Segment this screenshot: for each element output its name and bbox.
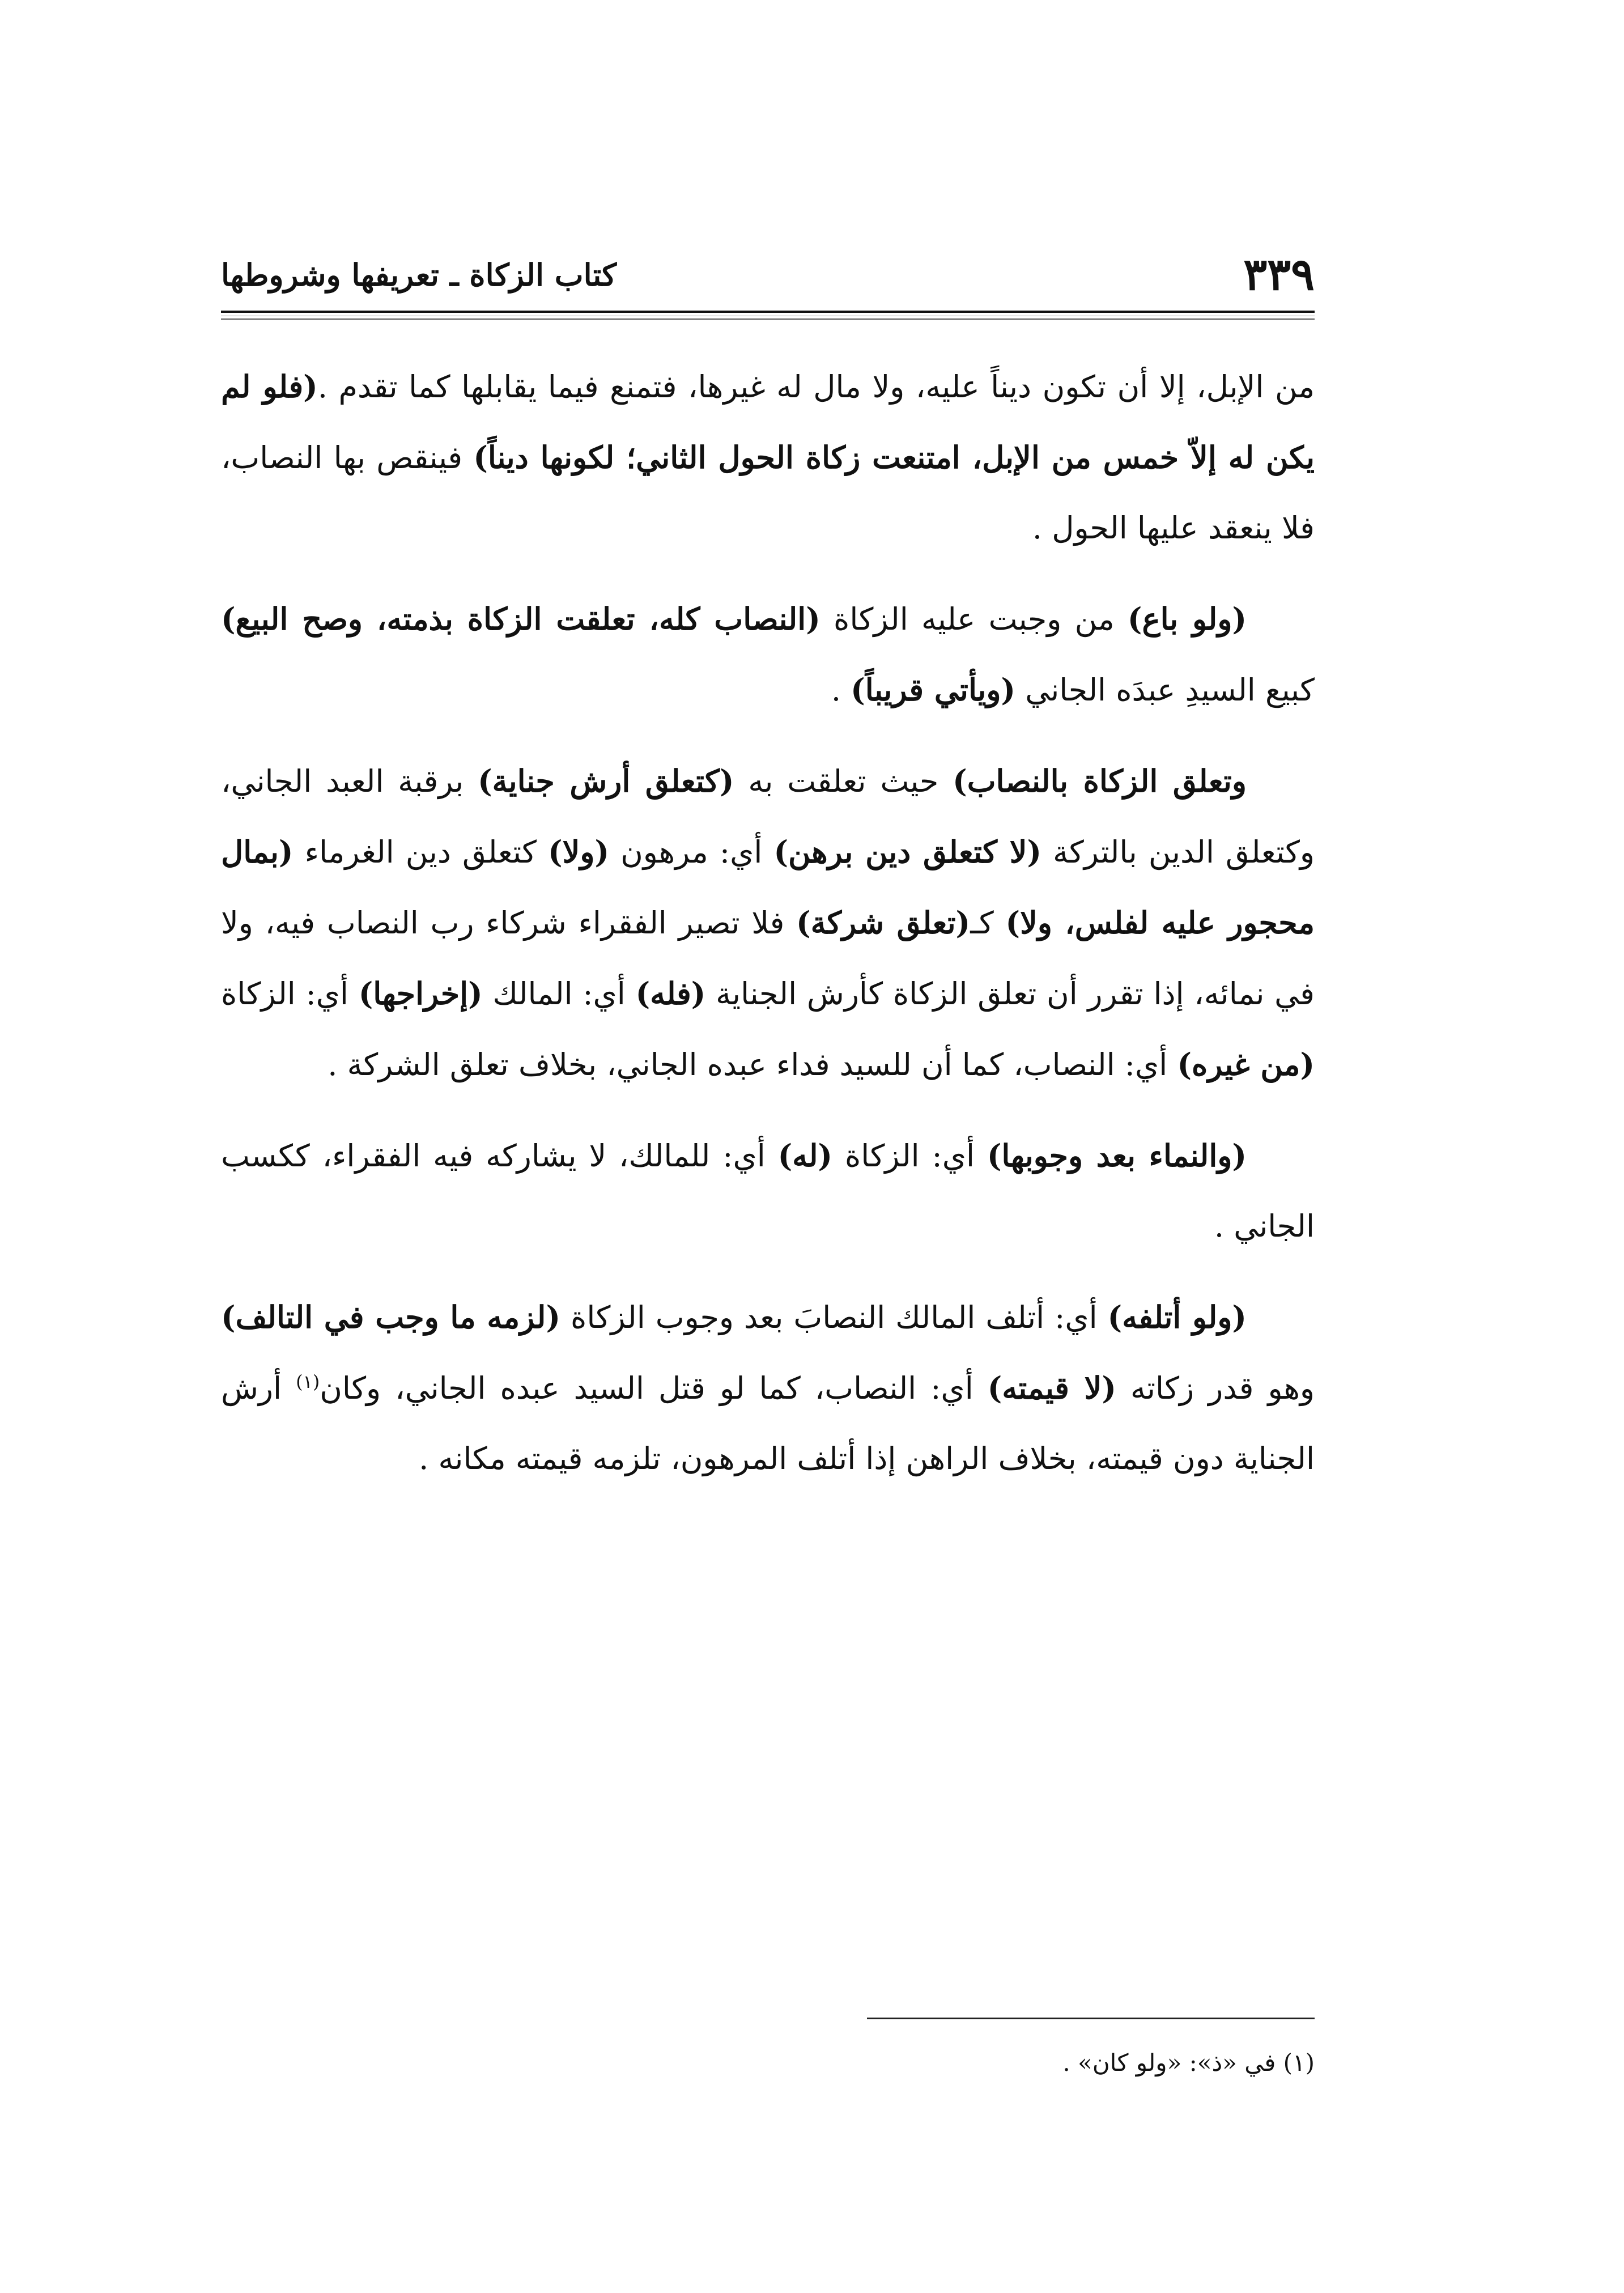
paragraph: [221, 746, 1315, 1100]
sharh-text: أرش الجناية دون قيمته، بخلاف الراهن إذا أتلف المرهون، تلزمه قيمته مكانه .: [221, 1370, 1315, 1476]
paragraph: [221, 584, 1315, 725]
matn-text: (لزمه ما وجب في التالف): [221, 1299, 561, 1335]
matn-text: (فله): [635, 975, 706, 1012]
matn-text: (النصاب كله، تعلقت الزكاة بذمته، وصح البيع): [221, 601, 820, 637]
body-text: [221, 351, 1315, 1514]
matn-text: (ولو باع): [1127, 601, 1247, 637]
sharh-text: فينقص بها النصاب، فلا ينعقد عليها الحول .: [221, 440, 1315, 546]
sharh-text: أي: النصاب، كما لو قتل السيد عبده الجاني، وكان: [320, 1370, 988, 1406]
matn-text: (لا قيمته): [987, 1370, 1116, 1406]
matn-text: وتعلق الزكاة بالنصاب): [953, 763, 1247, 799]
matn-text: (فلو لم يكن له إلاّ خمس من الإبل، امتنعت زكاة الحول الثاني؛ لكونها ديناً): [221, 368, 1315, 475]
sharh-text: وهو قدر زكاته: [1116, 1370, 1315, 1406]
header-rule: [221, 311, 1315, 320]
sharh-text: من وجبت عليه الزكاة: [820, 601, 1128, 637]
sharh-text: أي: النصاب، كما أن للسيد فداء عبده الجاني، بخلاف تعلق الشركة .: [328, 1047, 1177, 1082]
footnote-marker: (١): [296, 1371, 320, 1392]
sharh-text: من الإبل، إلا أن تكون ديناً عليه، ولا مال له غيرها، فتمنع فيما يقابلها كما تقدم .: [317, 369, 1315, 405]
sharh-text: أي: مرهون: [609, 834, 774, 870]
sharh-text: أي: الزكاة: [832, 1138, 987, 1174]
matn-text: (كتعلق أرش جناية): [478, 763, 734, 799]
paragraph: [221, 351, 1315, 563]
matn-text: (لا كتعلق دين برهن): [773, 834, 1042, 870]
paragraph: [221, 1120, 1315, 1262]
sharh-text: أي: الزكاة: [221, 976, 359, 1012]
matn-text: (إخراجها): [358, 975, 483, 1012]
sharh-text: حيث تعلقت به: [734, 763, 953, 799]
matn-text: (بمال محجور عليه لفلس، ولا): [221, 834, 1315, 941]
footnote-rule: [867, 2018, 1315, 2019]
sharh-text: أي: للمالك، لا يشاركه فيه الفقراء، ككسب الجاني .: [221, 1138, 1315, 1244]
sharh-text: كبيع السيدِ عبدَه الجاني: [1015, 672, 1315, 708]
matn-text: (تعلق شركة): [796, 905, 971, 941]
sharh-text: أي: المالك: [482, 976, 636, 1012]
sharh-text: .: [831, 672, 851, 708]
matn-text: (ولو أتلفه): [1107, 1299, 1247, 1335]
paragraph: [221, 1282, 1315, 1494]
footnote: (١) في «ذ»: «ولو كان» .: [1062, 2049, 1315, 2077]
matn-text: (ولا): [548, 834, 610, 870]
page-header: [221, 244, 1315, 306]
matn-text: (ويأتي قريباً): [851, 672, 1016, 708]
matn-text: (من غيره): [1177, 1046, 1315, 1082]
sharh-text: كـ: [970, 905, 1006, 941]
matn-text: (له): [777, 1137, 833, 1174]
page-number: ٣٣٩: [1243, 249, 1315, 300]
matn-text: (والنماء بعد وجوبها): [987, 1137, 1247, 1174]
sharh-text: كتعلق دين الغرماء: [293, 834, 549, 870]
sharh-text: فلا تصير الفقراء شركاء رب النصاب فيه، ولا في نمائه، إذا تقرر أن تعلق الزكاة كأرش الجناية: [221, 905, 1315, 1012]
sharh-text: أي: أتلف المالك النصابَ بعد وجوب الزكاة: [560, 1300, 1108, 1335]
sharh-text: برقبة العبد الجاني، وكتعلق الدين بالتركة: [221, 763, 1315, 870]
running-title: كتاب الزكاة ـ تعريفها وشروطها: [221, 257, 617, 293]
